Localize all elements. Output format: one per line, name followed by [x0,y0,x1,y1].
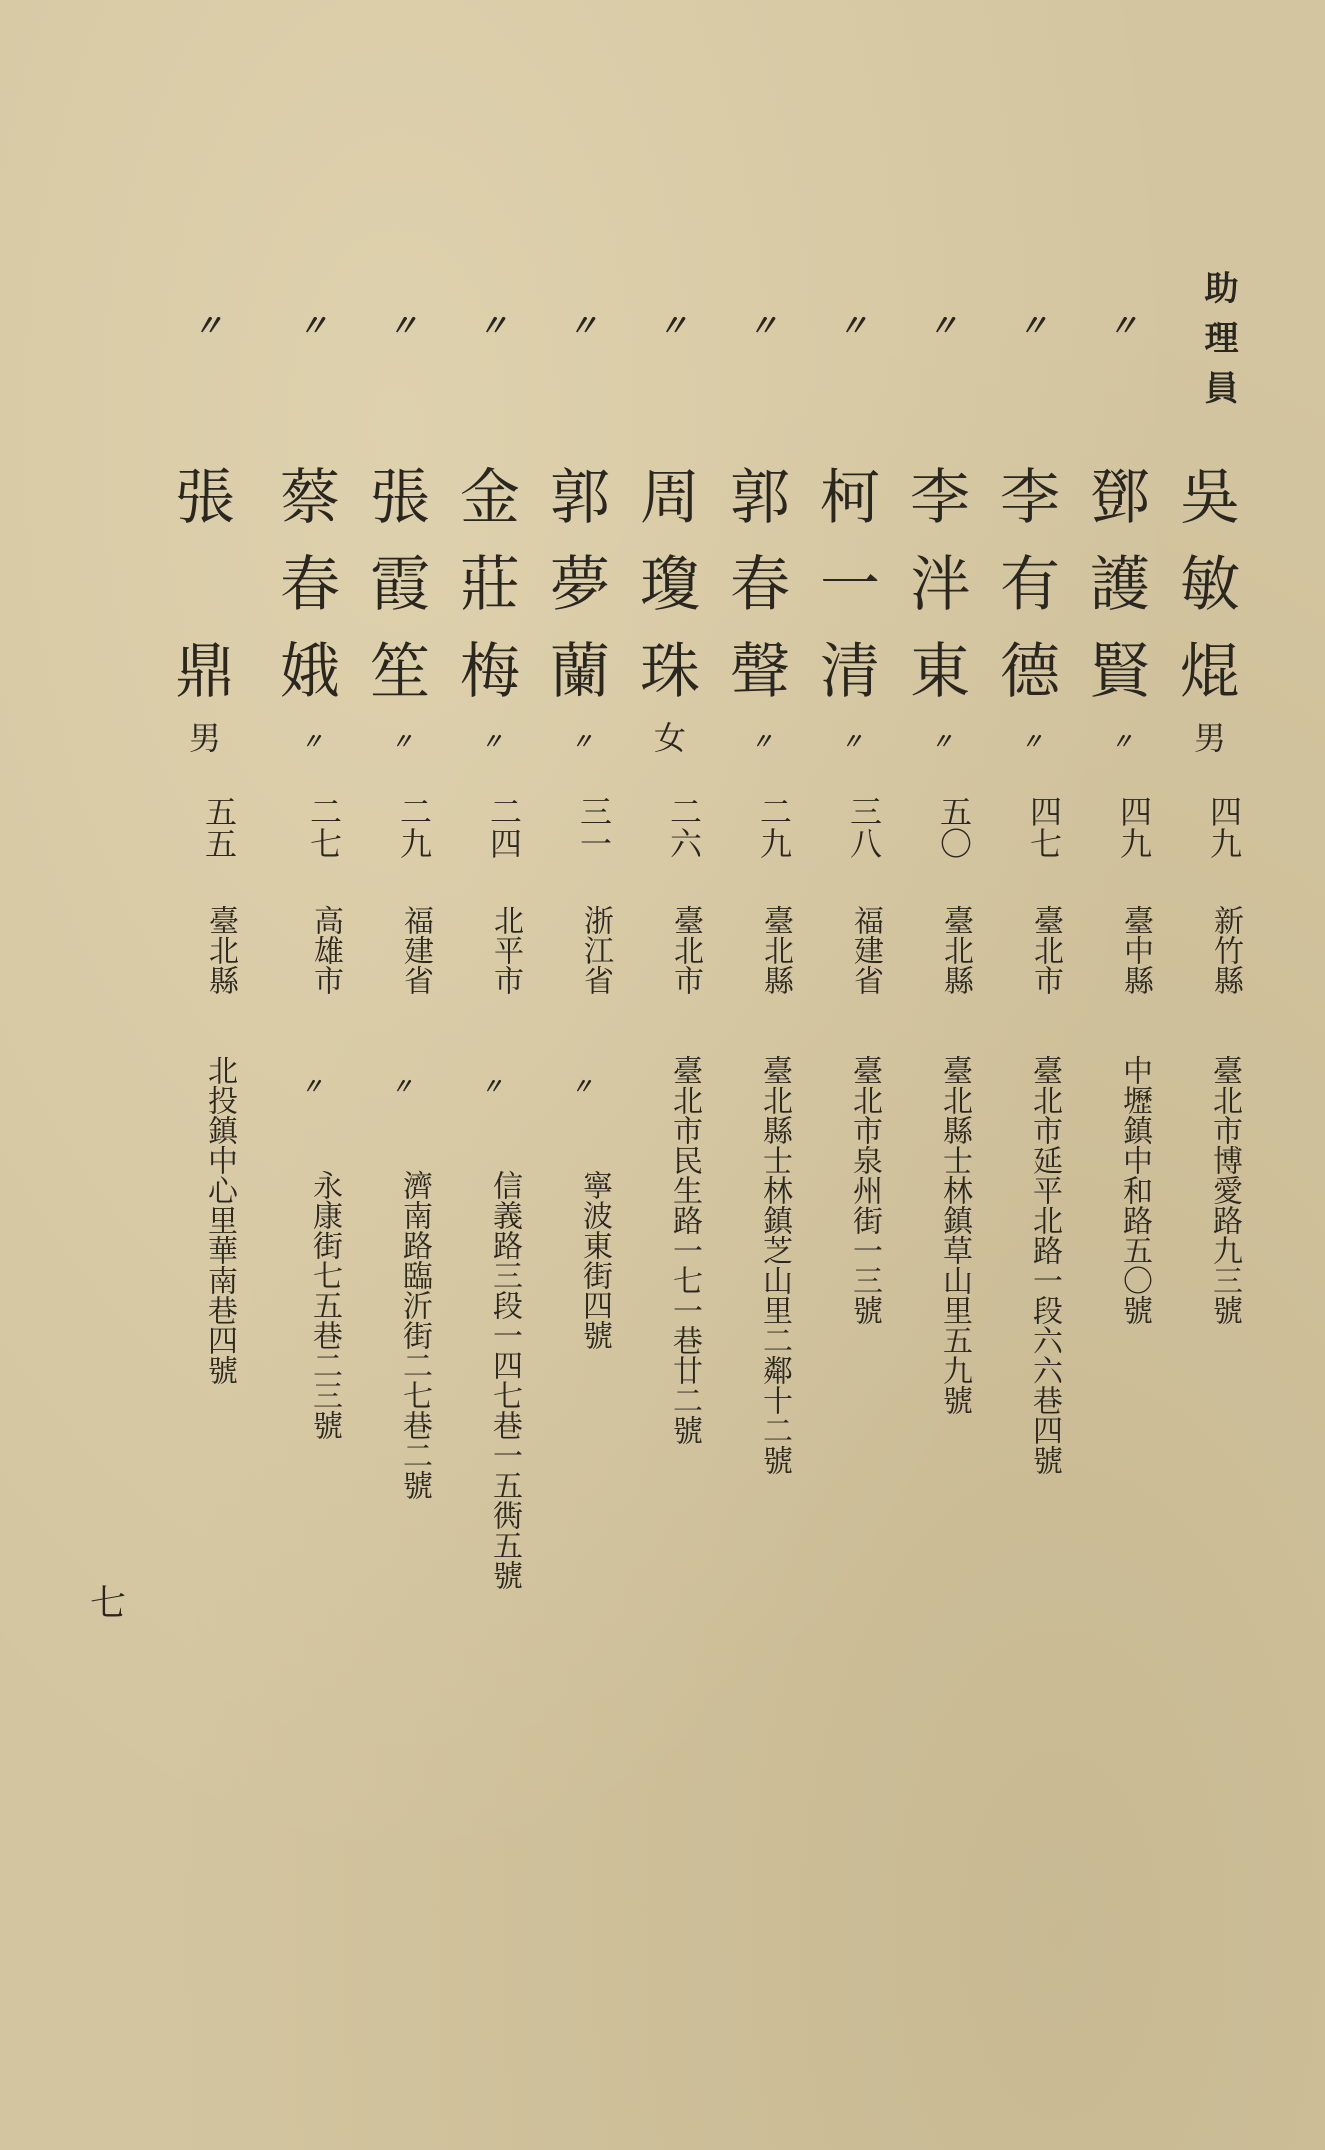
native-place-field: 新竹縣 [1208,905,1243,995]
address-field: 臺北市博愛路九三號 [1207,1055,1242,1325]
person-name: 吳 敏 焜 [1180,463,1240,707]
city-ditto-mark: 〃 [570,1075,589,1100]
native-place-field: 福建省 [848,905,883,995]
city-ditto-mark: 〃 [390,1075,409,1100]
person-name: 李 有 德 [1000,463,1060,707]
address-field: 信義路三段一四七巷一五衖五號 [487,1170,522,1590]
sex-ditto-mark: 〃 [300,730,319,755]
ditto-mark: 〃 [193,309,217,344]
age-field: 四九 [1205,795,1243,859]
age-field: 二九 [395,795,433,859]
sex-field: 男 [188,719,221,757]
sex-ditto-mark: 〃 [840,730,859,755]
sex-field: 男 [1193,719,1226,757]
position-title: 助理員 [1198,270,1238,420]
native-place-field: 臺北市 [668,905,703,995]
person-name: 郭 夢 蘭 [550,463,610,707]
entry-column [1085,0,1155,2150]
ditto-mark: 〃 [748,309,772,344]
entry-column [1175,0,1245,2150]
entry-column [725,0,795,2150]
age-field: 五〇 [935,795,973,859]
ditto-mark: 〃 [478,309,502,344]
native-place-field: 臺北縣 [938,905,973,995]
native-place-field: 北平市 [488,905,523,995]
person-name: 張 霞 笙 [370,463,430,707]
ditto-mark: 〃 [298,309,322,344]
ditto-mark: 〃 [1108,309,1132,344]
age-field: 三一 [575,795,613,859]
age-field: 四九 [1115,795,1153,859]
address-field: 臺北市延平北路一段六六巷四號 [1027,1055,1062,1475]
sex-ditto-mark: 〃 [750,730,769,755]
address-field: 臺北縣士林鎮芝山里二鄰十二號 [757,1055,792,1475]
sex-ditto-mark: 〃 [480,730,499,755]
city-ditto-mark: 〃 [300,1075,319,1100]
ditto-mark: 〃 [928,309,952,344]
entry-column [635,0,705,2150]
age-field: 五五 [200,795,238,859]
entry-column [995,0,1065,2150]
address-field: 中壢鎮中和路五〇號 [1117,1055,1152,1325]
person-name: 郭 春 聲 [730,463,790,707]
person-name: 柯 一 清 [820,463,880,707]
person-name: 鄧 護 賢 [1090,463,1150,707]
page-number: 七 [90,1583,127,1624]
entry-column [905,0,975,2150]
age-field: 二四 [485,795,523,859]
age-field: 三八 [845,795,883,859]
address-field: 臺北市泉州街一三號 [847,1055,882,1325]
sex-ditto-mark: 〃 [1020,730,1039,755]
ditto-mark: 〃 [838,309,862,344]
age-field: 二七 [305,795,343,859]
person-name: 蔡 春 娥 [280,463,340,707]
sex-ditto-mark: 〃 [930,730,949,755]
sex-ditto-mark: 〃 [390,730,409,755]
entry-column [545,0,615,2150]
ditto-mark: 〃 [388,309,412,344]
ditto-mark: 〃 [1018,309,1042,344]
person-name: 李 泮 東 [910,463,970,707]
entry-column [275,0,345,2150]
ditto-mark: 〃 [568,309,592,344]
sex-ditto-mark: 〃 [570,730,589,755]
address-field: 濟南路臨沂街二七巷二號 [397,1170,432,1500]
person-name: 張 鼎 [175,463,235,707]
age-field: 二六 [665,795,703,859]
city-ditto-mark: 〃 [480,1075,499,1100]
native-place-field: 臺北縣 [758,905,793,995]
native-place-field: 高雄市 [308,905,343,995]
native-place-field: 福建省 [398,905,433,995]
entry-column [170,0,240,2150]
person-name: 金 莊 梅 [460,463,520,707]
entry-column [365,0,435,2150]
sex-ditto-mark: 〃 [1110,730,1129,755]
address-field: 寧波東街四號 [577,1170,612,1350]
native-place-field: 臺北縣 [203,905,238,995]
entry-column [815,0,885,2150]
native-place-field: 臺中縣 [1118,905,1153,995]
address-field: 臺北縣士林鎮草山里五九號 [937,1055,972,1415]
entry-column [455,0,525,2150]
ditto-mark: 〃 [658,309,682,344]
native-place-field: 浙江省 [578,905,613,995]
address-field: 臺北市民生路一七一巷廿二號 [667,1055,702,1445]
address-field: 永康街七五巷二三號 [307,1170,342,1440]
native-place-field: 臺北市 [1028,905,1063,995]
address-field: 北投鎮中心里華南巷四號 [202,1055,237,1385]
age-field: 四七 [1025,795,1063,859]
sex-field: 女 [653,719,686,757]
person-name: 周 瓊 珠 [640,463,700,707]
age-field: 二九 [755,795,793,859]
